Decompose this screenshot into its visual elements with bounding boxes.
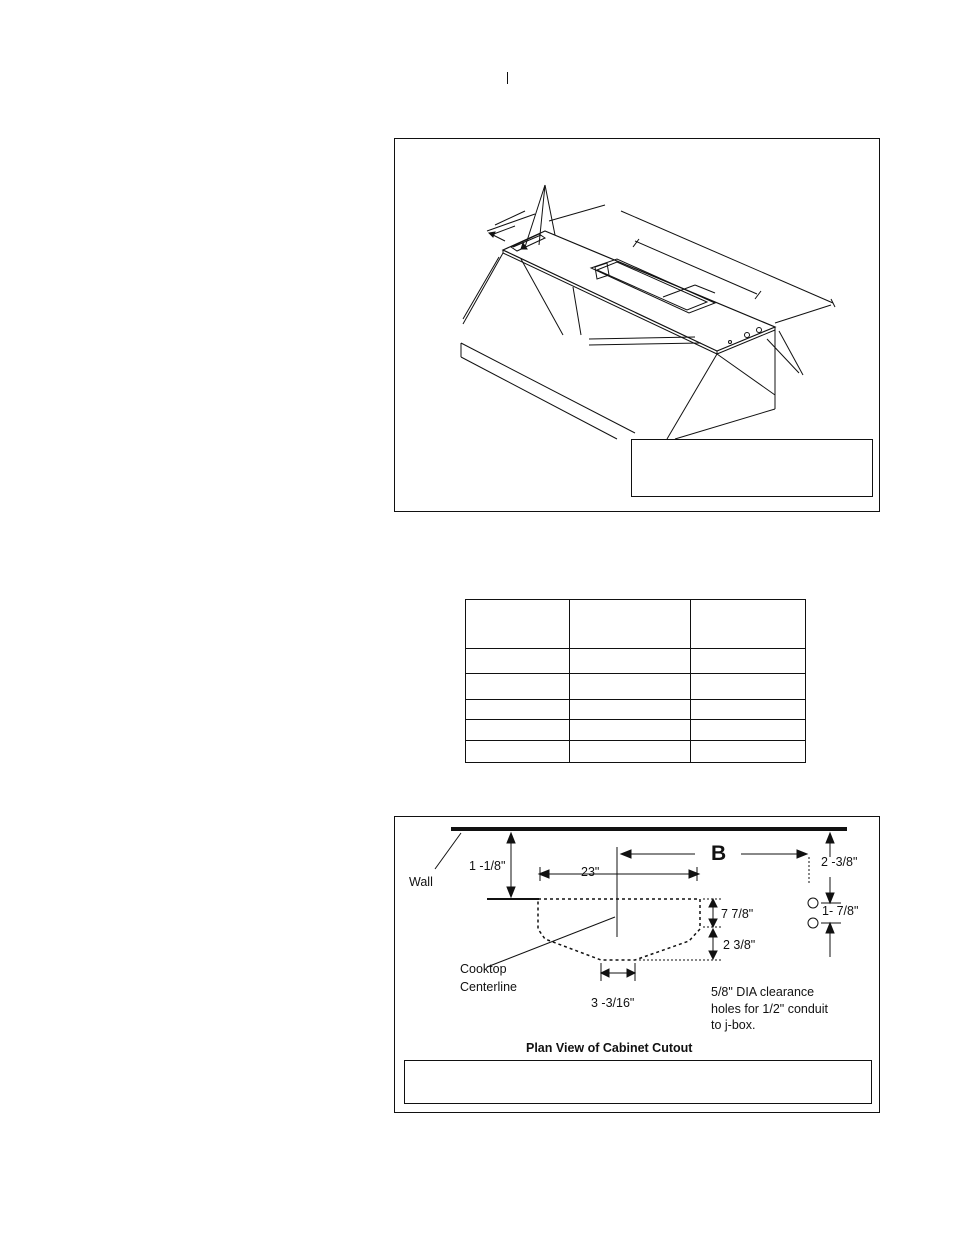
dim-tick-width — [831, 299, 835, 307]
dim-1-7-8-arrow-bottom — [826, 923, 834, 933]
table-row — [466, 720, 806, 741]
clearance-note-line1: 5/8" DIA clearance — [711, 985, 815, 999]
b-dim-arrow-right — [797, 850, 807, 858]
dim-3-3-16-arrow-right — [627, 969, 635, 977]
clearance-note-line3: to j-box. — [711, 1018, 756, 1032]
table-cell — [691, 649, 806, 674]
dim-1-1-8-arrow-bottom — [507, 887, 515, 897]
arrowhead-1 — [489, 232, 495, 237]
dim-3-3-16-label: 3 -3/16" — [591, 996, 635, 1010]
table-row — [466, 600, 806, 649]
cooktop-label-line2: Centerline — [460, 980, 517, 994]
table-row — [466, 649, 806, 674]
hood-top-plate — [503, 231, 775, 351]
leader-right-a — [779, 331, 803, 375]
dim-tick-duct-a — [633, 239, 639, 247]
cabinet-cutout-figure — [394, 816, 880, 1113]
dim-1-7-8-label: 1- 7/8" — [822, 904, 859, 918]
dim-1-7-8-arrow-top — [826, 893, 834, 903]
table-cell — [466, 741, 570, 763]
dim-23-label: 23" — [581, 865, 600, 879]
dim-1-1-8-arrow-top — [507, 833, 515, 843]
dim-1-1-8-label: 1 -1/8" — [469, 859, 506, 873]
dim-2-3-8-top-label: 2 -3/8" — [821, 855, 858, 869]
table-cell — [691, 741, 806, 763]
dim-line-top-a — [487, 214, 535, 231]
table-cell — [570, 741, 691, 763]
dim-line-duct — [635, 241, 757, 294]
cooktop-label-line1: Cooktop — [460, 962, 507, 976]
leader-holes-a — [589, 337, 695, 339]
table-cell — [466, 674, 570, 700]
dim-2-3-8-label: 2 3/8" — [723, 938, 756, 952]
b-dim-arrow-left — [621, 850, 631, 858]
table-cell — [691, 700, 806, 720]
dim-line-rear — [549, 205, 605, 221]
leader-left — [463, 257, 499, 319]
dim-line-right — [775, 305, 831, 323]
hood-side-left — [463, 253, 503, 324]
hood-callout-box — [631, 439, 873, 497]
table-cell — [691, 600, 806, 649]
marker-b-label: B — [711, 842, 727, 865]
table-cell — [570, 649, 691, 674]
table-cell — [466, 720, 570, 741]
table-cell — [691, 674, 806, 700]
hood-front-bottom — [461, 357, 617, 439]
table-cell — [691, 720, 806, 741]
centerline-leader — [487, 917, 615, 967]
dim-line-width — [621, 211, 833, 303]
dim-2-3-8-top-arrow — [826, 833, 834, 843]
dim-tick-duct-b — [755, 291, 761, 299]
hood-bottom-right — [675, 409, 775, 439]
dim-2-3-8-arrow-top — [709, 929, 717, 937]
mount-hole-1 — [745, 333, 750, 338]
leader-edge-b — [573, 287, 581, 335]
hood-front-top — [461, 343, 635, 433]
dim-7-7-8-label: 7 7/8" — [721, 907, 754, 921]
table-cell — [570, 720, 691, 741]
clearance-note-line2: holes for 1/2" conduit — [711, 1002, 829, 1016]
leader-right-b — [767, 339, 799, 373]
leader-holes-b — [589, 343, 701, 345]
table-cell — [570, 700, 691, 720]
cutout-outline — [538, 899, 700, 960]
hood-crease — [717, 354, 775, 395]
spec-table — [465, 599, 806, 763]
dim-7-7-8-arrow-bottom — [709, 919, 717, 927]
table-row — [466, 741, 806, 763]
mount-hole-2 — [757, 328, 762, 333]
hood-front-corner — [667, 354, 717, 439]
wall-label: Wall — [409, 875, 433, 889]
hood-isometric-figure — [394, 138, 880, 512]
wall-leader — [435, 833, 461, 869]
plate-edge-side — [717, 330, 775, 354]
table-cell — [570, 674, 691, 700]
leader-edge-a — [521, 259, 563, 335]
table-row — [466, 700, 806, 720]
damper-cover-edge-2 — [695, 285, 715, 293]
conduit-hole-2 — [808, 918, 818, 928]
cutout-note-box — [404, 1060, 872, 1104]
table-cell — [570, 600, 691, 649]
table-cell — [466, 600, 570, 649]
dim-3-3-16-arrow-left — [601, 969, 609, 977]
table-cell — [466, 649, 570, 674]
dim-7-7-8-arrow-top — [709, 899, 717, 907]
dim-2-3-8-arrow-bottom — [709, 951, 717, 959]
header-rule-mark — [507, 72, 508, 84]
conduit-hole-1 — [808, 898, 818, 908]
leader-bracket-b — [545, 185, 555, 235]
figure-caption: Plan View of Cabinet Cutout — [526, 1041, 693, 1055]
table-cell — [466, 700, 570, 720]
mount-hole-3 — [729, 341, 732, 344]
table-row — [466, 674, 806, 700]
